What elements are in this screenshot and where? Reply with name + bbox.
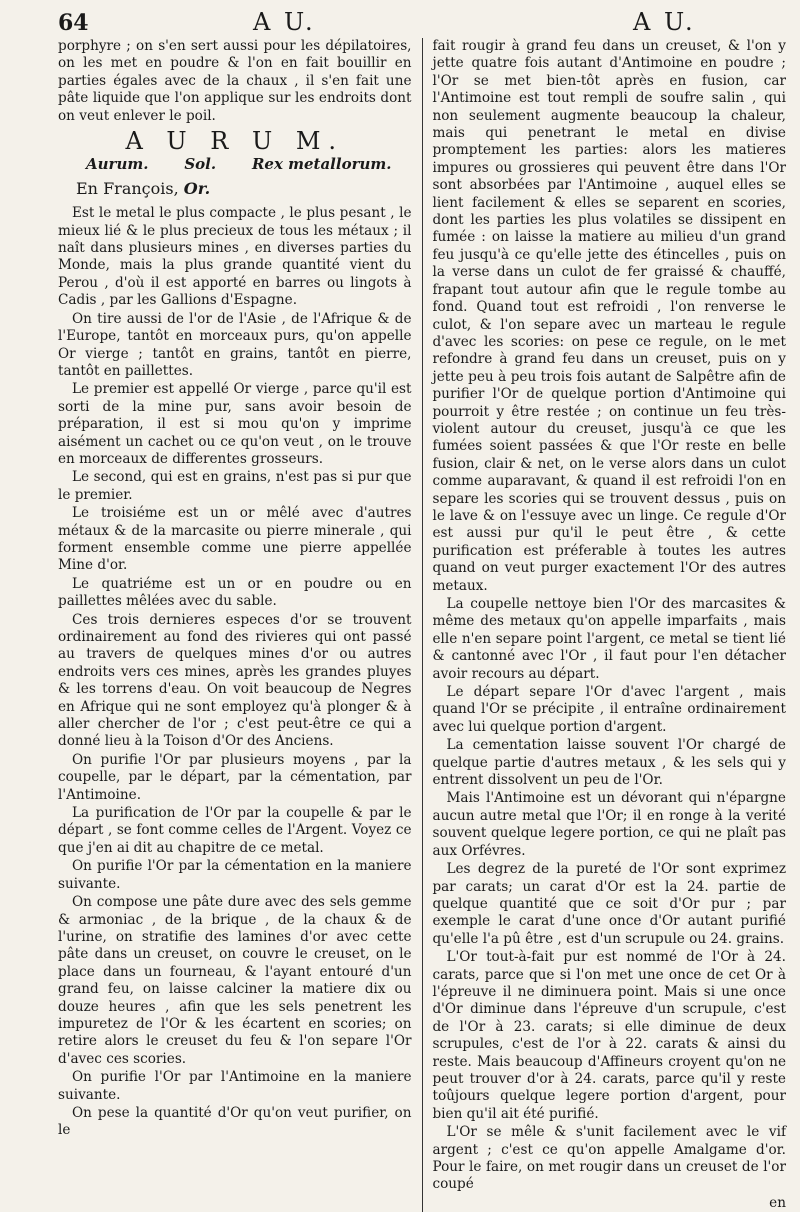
page-header — [58, 4, 786, 38]
left-column — [58, 38, 412, 1212]
entry-title: A U R U M. — [125, 127, 345, 156]
paragraph: Ces trois dernieres especes d'or se trouvent ordinairement au fond des rivieres qui ont passé au travers de quelques mines d'or ou autres endroits vers ces mines, après les grandes pluyes & les torrens d'eau. On voit beaucoup de Negres en Afrique qui ne sont employez qu'à plonger & à aller chercher de l'or ; c'est peut-être ce qui a donné lieu à la Toison d'Or des Anciens. — [58, 611, 412, 750]
latin-synonyms — [58, 156, 412, 173]
french-term: Or. — [183, 178, 211, 198]
column-divider — [422, 38, 423, 1212]
paragraph: Mais l'Antimoine est un dévorant qui n'épargne aucun autre metal que l'Or; il en ronge à la verité souvent quelque legere portion, ce qui ne plaît pas aux Orfévres. — [432, 790, 786, 859]
paragraph: Le troisiéme est un or mêlé avec d'autres métaux & de la marcasite ou pierre minerale , qui forment ensemble comme une pierre appellée Mine d'or. — [58, 505, 412, 574]
running-head-left: A U. — [253, 8, 316, 36]
french-label: En François, — [76, 178, 179, 198]
paragraph: Le second, qui est en grains, n'est pas si pur que le premier. — [58, 469, 412, 503]
paragraph: Les degrez de la pureté de l'Or sont exprimez par carats; un carat d'Or est la 24. partie de quelque quantité que ce soit d'Or pur ; par exemple le carat d'une once d'Or autant purifié qu'elle l'a pû être , est d'un scrupule ou 24. grains. — [432, 861, 786, 947]
paragraph: On pese la quantité d'Or qu'on veut purifier, on le — [58, 1104, 412, 1139]
paragraph: Le premier est appellé Or vierge , parce qu'il est sorti de la mine pur, sans avoir besoin de préparation, il est si mou qu'on y imprime aisément un cachet ou ce qu'on veut , on le trouve en morceaux de differentes grosseurs. — [58, 381, 412, 467]
paragraph: La coupelle nettoye bien l'Or des marcasites & même des metaux qu'on appelle imparfaits , mais elle n'en separe point l'argent, ce metal se tient lié & cantonné avec l'Or , il faut pour l'en détacher avoir recours au départ. — [432, 596, 786, 682]
synonym: Aurum. — [86, 155, 149, 174]
paragraph: Le quatriéme est un or en poudre ou en paillettes mêlées avec du sable. — [58, 575, 412, 610]
paragraph: Le départ separe l'Or d'avec l'argent , mais quand l'Or se précipite , il entraîne ordinairement avec lui quelque portion d'argent. — [432, 684, 786, 735]
paragraph: La purification de l'Or par la coupelle & par le départ , se font comme celles de l'Argent. Voyez ce que j'en ai dit au chapitre de ce metal. — [58, 805, 412, 856]
paragraph: L'Or tout-à-fait pur est nommé de l'Or à 24. carats, parce que si l'on met une once de cet Or à l'épreuve il ne diminuera point. Mais si une once d'Or diminue dans l'épreuve d'un scrupule, c'est de l'Or à 23. carats; si elle diminue de deux scrupules, c'est de l'or à 22. carats & ainsi du reste. Mais beaucoup d'Affineurs croyent qu'on ne peut trouver d'or à 24. carats, parce qu'il y reste toûjours quelque legere portion d'argent, pour bien qu'il ait été purifié. — [432, 949, 786, 1122]
page-number: 64 — [58, 10, 89, 36]
catchword: en — [769, 1194, 786, 1211]
paragraph: On purifie l'Or par l'Antimoine en la maniere suivante. — [58, 1069, 412, 1103]
running-head-right: A U. — [633, 8, 696, 36]
paragraph: La cementation laisse souvent l'Or chargé de quelque partie d'autres metaux , & les sels qui y entrent dissolvent un peu de l'Or. — [432, 737, 786, 789]
paragraph: On purifie l'Or par plusieurs moyens , par la coupelle, par le départ, par la cémentation, par l'Antimoine. — [58, 751, 412, 803]
text-columns — [58, 38, 786, 1212]
continuation-text: fait rougir à grand feu dans un creuset, & l'on y jette quatre fois autant d'Antimoine en poudre ; l'Or se met bien-tôt après en fusion, car l'Antimoine est tout rempli de soufre salin , qui non seulement augmente beaucoup la chaleur, mais qui penetrant le metal en divise promptement les parties: alors les matieres impures ou grossieres qui peuvent être dans l'Or sont absorbées par l'Antimoine , auquel elles se lient facilement & elles se separent en scories, dont les parties les plus volatiles se dissipent en fumée : on laisse la matiere au milieu d'un grand feu jusqu'à ce qu'elle jette des étincelles , puis on la verse dans un culot de fer graissé & chauffé, frapant tout autour afin que le regule tombe au fond. Quand tout est refroidi , l'on renverse le culot, & l'on separe avec un marteau le regule d'avec les scories: on pese ce regule, on le met refondre à grand feu dans un creuset, puis on y jette peu à peu trois fois autant de Salpêtre afin de purifier l'Or de quelque portion d'Antimoine qui pourroit y être restée ; on continue un feu très-violent autour du creuset, jusqu'à ce que les fumées soient passées & que l'Or reste en belle fusion, clair & net, on le verse alors dans un culot comme auparavant, & quand il est refroidi l'on en separe les scories qui se trouvent dessus , puis on le lave & on l'essuye avec un linge. Ce regule d'Or est aussi pur qu'il le peut être , & cette purification est préferable à toutes les autres quand on veut purger exactement l'Or des autres metaux. — [432, 38, 786, 594]
paragraph: L'Or se mêle & s'unit facilement avec le vif argent ; c'est ce qu'on appelle Amalgame d'or. Pour le faire, on met rougir dans un creuset de l'or coupé — [432, 1124, 786, 1193]
synonym: Sol. — [184, 155, 217, 174]
paragraph: On compose une pâte dure avec des sels gemme & armoniac , de la brique , de la chaux & de l'urine, on stratifie des lamines d'or avec cette pâte dans un creuset, on couvre le creuset, on le place dans un fourneau, & l'ayant entouré d'un grand feu, on laisse calciner la matiere dix ou douze heures , afin que les sels penetrent les impuretez de l'Or & les écartent en scories; on retire alors le creuset du feu & l'on separe l'Or d'avec ces scories. — [58, 894, 412, 1067]
continuation-text: porphyre ; on s'en sert aussi pour les dépilatoires, on les met en poudre & l'on en fait bouillir en parties égales avec de la chaux , il s'en fait une pâte liquide que l'on applique sur les endroits dont on veut enlever le poil. — [58, 38, 412, 124]
synonym: Rex metallorum. — [251, 155, 392, 174]
paragraph: On tire aussi de l'or de l'Asie , de l'Afrique & de l'Europe, tantôt en morceaux purs, qu'on appelle Or vierge ; tantôt en grains, tantôt en pierre, tantôt en paillettes. — [58, 310, 412, 379]
right-column — [432, 38, 786, 1212]
paragraph: Est le metal le plus compacte , le plus pesant , le mieux lié & le plus precieux de tous les métaux ; il naît dans plusieurs mines , en diverses parties du Monde, mais la plus grande quantité vient du Perou , d'où il est apporté en barres ou lingots à Cadis , par les Gallions d'Espagne. — [58, 205, 412, 309]
paragraph: On purifie l'Or par la cémentation en la maniere suivante. — [58, 858, 412, 892]
french-name — [76, 180, 412, 197]
